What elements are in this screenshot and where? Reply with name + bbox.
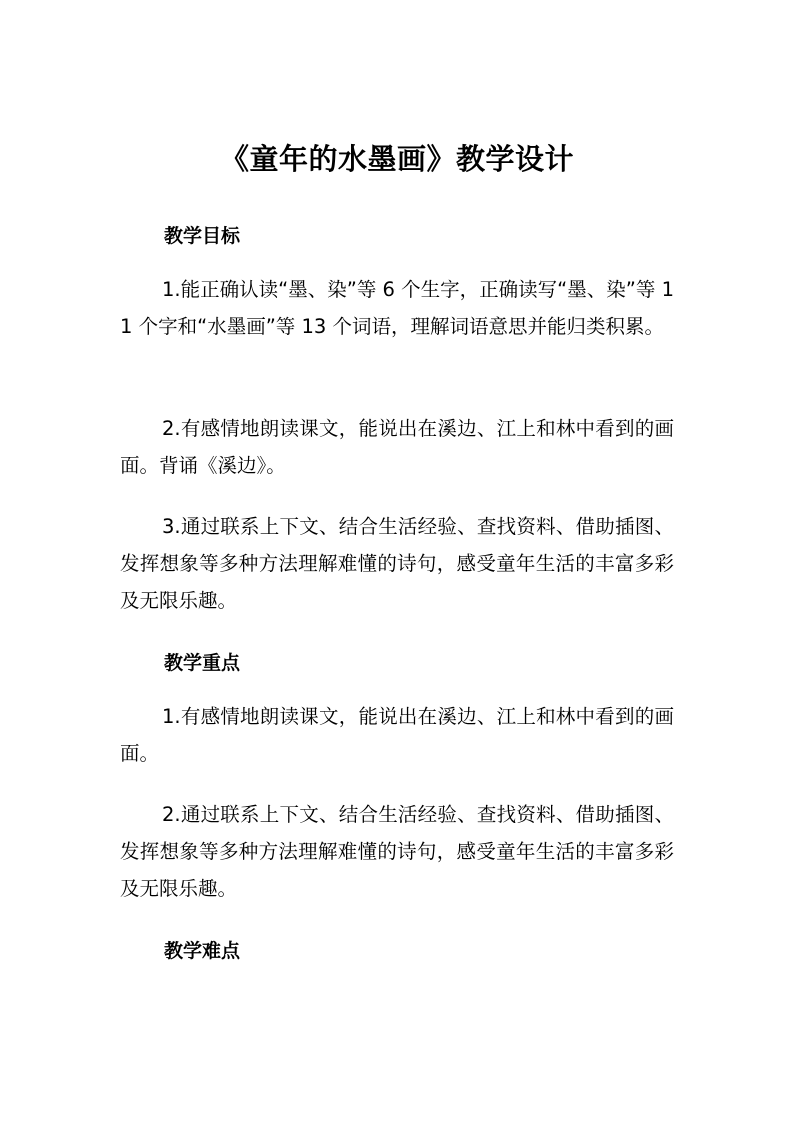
objective-item-1: 1.能正确认读“墨、染”等 6 个生字，正确读写“墨、染”等 11 个字和“水墨画”等 13 个词语，理解词语意思并能归类积累。 <box>120 278 674 338</box>
document-title: 《童年的水墨画》教学设计 <box>219 142 574 176</box>
key-point-item-2: 2.通过联系上下文、结合生活经验、查找资料、借助插图、发挥想象等多种方法理解难懂的诗句，感受童年生活的丰富多彩及无限乐趣。 <box>120 803 674 900</box>
section-heading-key-points: 教学重点 <box>164 652 241 674</box>
section-heading-difficulties: 教学难点 <box>164 940 241 962</box>
objective-item-3: 3.通过联系上下文、结合生活经验、查找资料、借助插图、发挥想象等多种方法理解难懂的诗句，感受童年生活的丰富多彩及无限乐趣。 <box>120 515 674 612</box>
objective-item-2: 2.有感情地朗读课文，能说出在溪边、江上和林中看到的画面。背诵《溪边》。 <box>120 417 674 477</box>
key-point-item-1: 1.有感情地朗读课文，能说出在溪边、江上和林中看到的画面。 <box>120 705 674 765</box>
section-heading-objectives: 教学目标 <box>164 225 241 247</box>
